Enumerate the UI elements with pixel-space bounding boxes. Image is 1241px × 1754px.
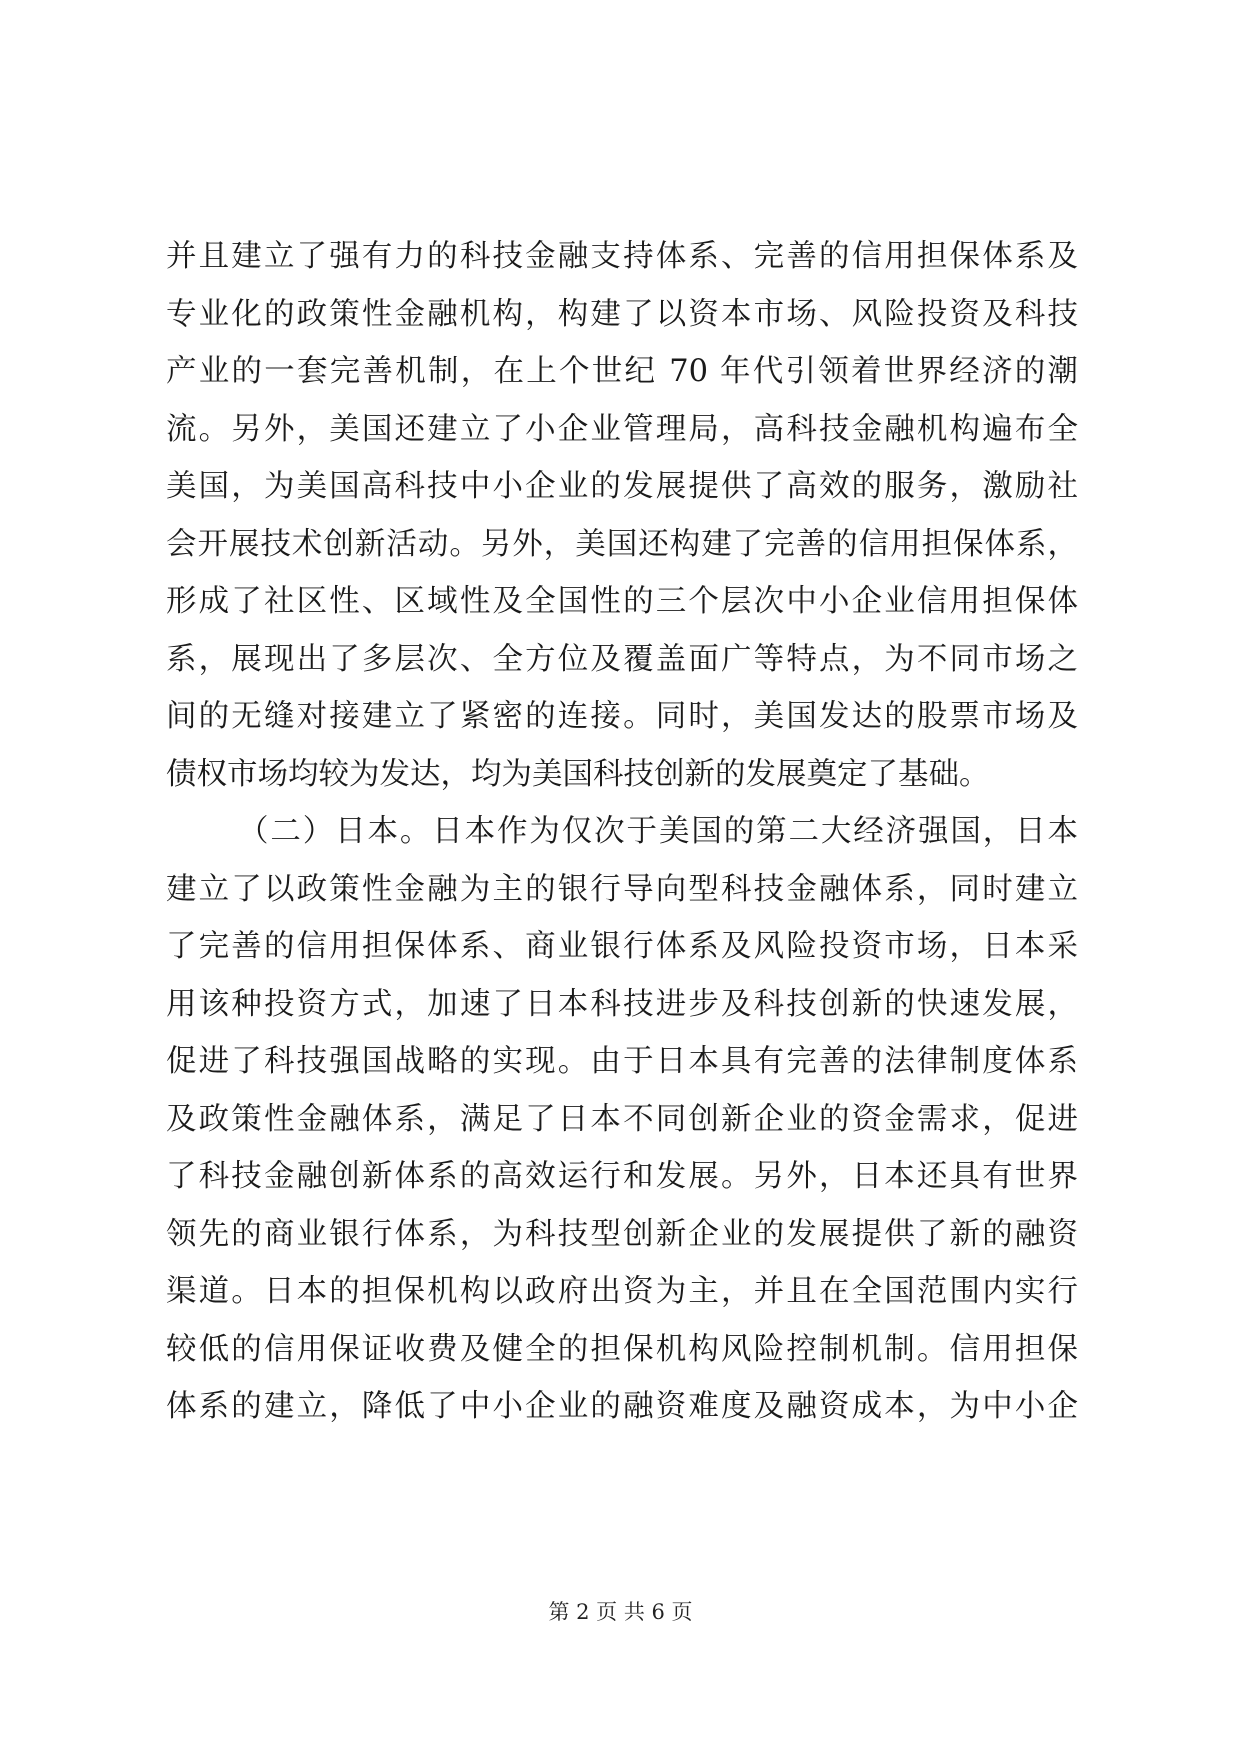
text-line: 较低的信用保证收费及健全的担保机构风险控制机制。信用担保 — [166, 1331, 1078, 1367]
text-line: 会开展技术创新活动。另外，美国还构建了完善的信用担保体系， — [166, 526, 1078, 562]
body-text — [166, 228, 1078, 1436]
text-line: 美国，为美国高科技中小企业的发展提供了高效的服务，激励社 — [166, 469, 1078, 504]
text-line: 间的无缝对接建立了紧密的连接。同时，美国发达的股票市场及 — [166, 699, 1078, 734]
text-line: 了完善的信用担保体系、商业银行体系及风险投资市场，日本采 — [166, 929, 1078, 964]
text-line: 并且建立了强有力的科技金融支持体系、完善的信用担保体系及 — [166, 239, 1078, 274]
paragraph-japan — [166, 803, 1078, 1436]
text-line: 产业的一套完善机制，在上个世纪 70 年代引领着世界经济的潮 — [166, 354, 1078, 389]
text-line: 形成了社区性、区域性及全国性的三个层次中小企业信用担保体 — [166, 584, 1078, 619]
text-line: 债权市场均较为发达，均为美国科技创新的发展奠定了基础。 — [166, 756, 990, 792]
text-line: 体系的建立，降低了中小企业的融资难度及融资成本，为中小企 — [166, 1389, 1078, 1424]
text-line: 了科技金融创新体系的高效运行和发展。另外，日本还具有世界 — [166, 1159, 1078, 1194]
text-line: 系，展现出了多层次、全方位及覆盖面广等特点，为不同市场之 — [166, 641, 1078, 677]
text-line: 建立了以政策性金融为主的银行导向型科技金融体系，同时建立 — [166, 871, 1078, 907]
page-number: 第 2 页 共 6 页 — [548, 1600, 693, 1624]
text-line: 流。另外，美国还建立了小企业管理局，高科技金融机构遍布全 — [166, 411, 1078, 447]
text-line: 促进了科技强国战略的实现。由于日本具有完善的法律制度体系 — [166, 1044, 1078, 1079]
page-footer — [0, 1597, 1241, 1627]
text-line: 用该种投资方式，加速了日本科技进步及科技创新的快速发展， — [166, 986, 1078, 1022]
text-line: 领先的商业银行体系，为科技型创新企业的发展提供了新的融资 — [166, 1216, 1078, 1252]
text-line: 渠道。日本的担保机构以政府出资为主，并且在全国范围内实行 — [166, 1274, 1078, 1309]
text-line: 及政策性金融体系，满足了日本不同创新企业的资金需求，促进 — [166, 1101, 1078, 1137]
paragraph-usa — [166, 228, 1078, 803]
text-line: （二）日本。日本作为仅次于美国的第二大经济强国，日本 — [238, 814, 1078, 849]
text-line: 专业化的政策性金融机构，构建了以资本市场、风险投资及科技 — [166, 296, 1078, 332]
